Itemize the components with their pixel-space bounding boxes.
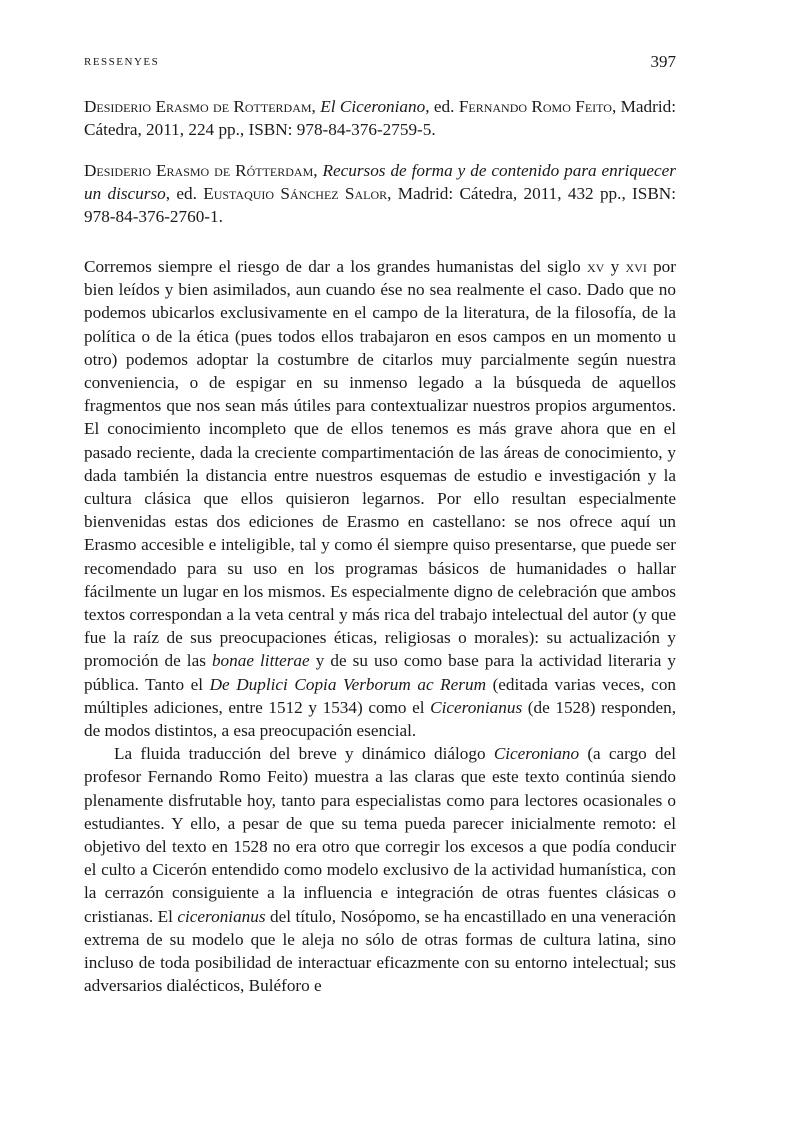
reference-editor: Eustaquio Sánchez Salor (203, 184, 388, 203)
page-header (84, 52, 676, 76)
century-numeral: xvi (625, 257, 647, 276)
body-paragraph: Corremos siempre el riesgo de dar a los grandes humanistas del siglo xv y xvi por bien leídos y bien asimilados, aun cuando ése no sea realmente el caso. Dado que no podemos ubicarlos exclusivamente en el campo de la literatura, de la filosofía, de la política o de la ética (pues todos ellos trabajaron en esos campos en un momento u otro) podemos adoptar la costumbre de citarlos muy parcialmente según nuestra conveniencia, o de espigar en su inmenso legado a la búsqueda de aquellos fragmentos que nos sean más útiles para contextualizar nuestros propios argumentos. El conocimiento incompleto que de ellos tenemos es más grave ahora que en el pasado reciente, dada la creciente compartimentación de las áreas de conocimiento, y dada también la distancia entre nuestros esquemas de estudio e investigación y la cultura clásica que ellos quisieron legarnos. Por ello resultan especialmente bienvenidas estas dos ediciones de Erasmo en castellano: se nos ofrece aquí un Erasmo accesible e inteligible, tal y como él siempre quiso presentarse, que puede ser recomendado para su uso en los programas básicos de humanidades o hallar fácilmente un lugar en los mismos. Es especialmente digno de celebración que ambos textos correspondan a la veta central y más rica del trabajo intelectual del autor (y que fue la raíz de sus preocupaciones éticas, religiosas o morales): su actualización y promoción de las bonae litterae y de su uso como base para la actividad literaria y pública. Tanto el De Duplici Copia Verborum ac Rerum (editada varias veces, con múltiples adiciones, entre 1512 y 1534) como el Ciceronianus (de 1528) responden, de modos distintos, a esa preocupación esencial. (84, 257, 677, 741)
italic-title: Ciceroniano (493, 744, 580, 764)
reference-entry: Desiderio Erasmo de Rotterdam, El Ciceroniano, ed. Fernando Romo Feito, Madrid: Cátedra, 2011, 224 pp., ISBN: 978-84-376-2759-5. (84, 97, 677, 139)
reference-author: Desiderio Erasmo de Rotterdam (84, 97, 312, 116)
reference-title: El Ciceroniano (320, 97, 426, 116)
reference-entry: Desiderio Erasmo de Rótterdam, Recursos de forma y de contenido para enriquecer un discurso, ed. Eustaquio Sánchez Salor, Madrid: Cátedra, 2011, 432 pp., ISBN: 978-84-376-2760-1. (84, 161, 676, 226)
reference-editor: Fernando Romo Feito (458, 97, 612, 116)
reference-author: Desiderio Erasmo de Rótterdam (84, 161, 314, 180)
reference-publication: , Madrid: Cátedra, 2011, 224 pp., ISBN: 978-84-376-2759-5. (84, 97, 677, 139)
reference-title: Recursos de forma y de contenido para enriquecer un discurso (84, 161, 676, 203)
century-numeral: xv (586, 257, 605, 276)
italic-term: bonae litterae (211, 651, 310, 671)
running-head: RESSENYES (84, 56, 160, 68)
body-paragraph: La fluida traducción del breve y dinámico diálogo Ciceroniano (a cargo del profesor Fernando Romo Feito) muestra a las claras que este texto continúa siendo plenamente disfrutable hoy, tanto para especialistas como para lectores ocasionales o estudiantes. Y ello, a pesar de que su tema pueda parecer inicialmente remoto: el objetivo del texto en 1528 no era otro que corregir los excesos a que podía conducir el culto a Cicerón entendido como modelo exclusivo de la actividad humanística, con la cerrazón consiguiente a la influencia e integración de otras fuentes clásicas o cristianas. El ciceronianus del título, Nosópomo, se ha encastillado en una veneración extrema de su modelo que le aleja no sólo de otras formas de cultura latina, sino incluso de toda posibilidad de interactuar eficazmente con su entorno intelectual; sus adversarios dialécticos, Buléforo e (84, 744, 676, 996)
italic-title: De Duplici Copia Verborum ac Rerum (209, 674, 486, 694)
review-body (84, 255, 676, 998)
reviewed-works (84, 95, 676, 246)
page-number: 397 (650, 52, 676, 71)
italic-title: Ciceronianus (430, 697, 523, 717)
italic-term: ciceronianus (177, 906, 266, 926)
reference-publication: , Madrid: Cátedra, 2011, 432 pp., ISBN: 978-84-376-2760-1. (84, 184, 676, 226)
